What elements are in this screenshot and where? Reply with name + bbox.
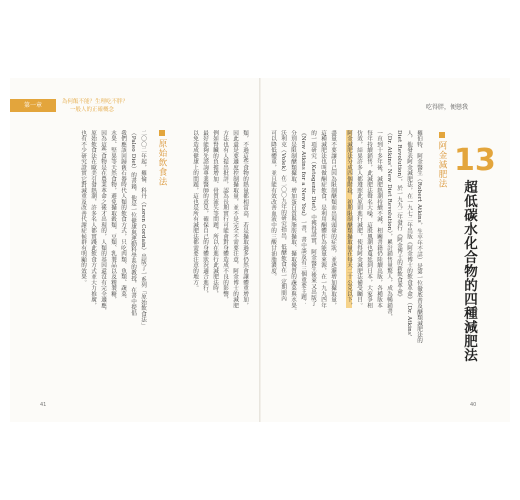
heading-marker [439,132,445,138]
text-line: 仿效，結果許多人都遵照此原則進行減肥，使得阿金減肥法備受矚目。 [356,130,362,309]
text-line: 原始飲食法在歐美引發熱潮，許多名人都實踐此飲食方式並大力推廣， [90,130,96,309]
text-line: 可以降低體重，並且能有效改善血液中的三酸甘油脂濃度。 [270,130,276,280]
text-line: Diet Revolution），於一九九二年發行《阿金博士的新飲食革命》 [396,130,402,301]
chapter-label: 第一章 [23,102,42,109]
text-line: 也有不少研究證實它對減重及改善代謝症候群有明顯的效果。 [80,130,86,286]
chapter-question-line1: 為何飯不能？生理吃不胖？ [62,99,129,105]
text-line: 人，他發表阿金減肥法，在一九七二年出版《阿金博士的飲食革命》（Dr. Atkins' [406,130,412,337]
highlight-text: 初期限制醣類攝取量在每天二十公克以下， [346,199,352,309]
text-line: 類，不過這些食物的熱量都相當高，若是攝取過多仍然會讓體重增加， [242,130,248,309]
section-title: 超低碳水化合物的四種減肥法 [461,180,477,362]
text-line: 羅伯特．阿金醫生（Robert Atkins，生卒年不詳）是第一位徹底普及醣類減肥法的 [416,130,422,344]
text-line: 分別是限制醣類攝取、增加蛋白質與脂肪攝取、攝取優質的蔬菜與水果。 [290,130,296,314]
text-line: 最好能夠先諮詢專業醫師的意見，確保自己的身體狀況適合進行， [202,130,208,297]
left-text-block-1 [170,130,250,388]
chapter-question-line2: 一般人的正確概念 [70,107,115,113]
running-head: 吃得胖，便戀我 [426,104,469,111]
right-text-block-2 [268,130,338,388]
text-line: 這種減肥法也叫做酮症飲食，是利用酮體作為能量來源，在一九九四年 [320,130,326,309]
text-line: 盡量不要讓自己因為限制醣類而出現頭暈的症狀，並逐漸增加攝取量， [330,130,336,309]
text-line: （Paleo Diet）的書籍，他是一位健康與運動科學系的教授，在書中提倡 [130,130,136,316]
text-line: 我們應該回歸舊石器時代人類的飲食方式，只吃肉類、魚類、蔬菜、 [120,130,126,303]
text-line: 因此還是要適度控制攝取量，並不是完全不需要注意，阿金博士的減肥 [232,130,238,309]
text-line: 一直到十多年後，減肥熱潮持續不減，相關書籍仍陸續出版，各種版本 [376,130,382,309]
heading-paleo: 原始飲食法 [156,130,168,187]
book-gutter [259,78,261,422]
text-line: 的一項研究（Ketogenic Diet）中獲得證實，阿金醫生後來又出版了 [310,130,316,307]
text-line: 二〇〇二年起，羅倫．科丹（Loren Cordain）出版了一系列「原始飲食法」 [140,130,146,329]
text-line: 方法也有人提出批評，認為長期實行可能會對身體造成不良的影響， [222,130,228,303]
page-number-left: 41 [40,402,47,408]
heading-atkins: 阿金減肥法 [436,132,448,189]
right-text-block-1 [340,130,424,388]
text-line: 《New Atkins for a New You》一書，書中談及有三個重要主題： [300,130,306,306]
section-number: 13 [454,143,496,178]
text-line: 每年持續銷售，此減肥法聲名大噪，這股風潮也蔓延到日本，大家爭相 [366,130,372,309]
heading-marker [159,130,165,136]
text-line: （Dr. Atkins' New Diet Revolution），累計銷售量驚人，成為暢銷書， [386,130,392,320]
text-line: 沃利克（Volek）在二〇〇九年的研究指出，低醣飲食在一定期間內 [280,130,286,302]
page-number-right: 40 [470,402,477,408]
text-line: 例如腎臟的負擔增加、骨質流失等問題，所以在進行此減肥法時， [212,130,218,297]
text-line: 因為這些食物是在農業革命之後才出現的，人類的基因還沒有完全適應， [100,130,106,314]
left-text-block-2 [48,130,148,388]
text-line: 以免造成健康上的問題，這也是所有減肥法都需要注意的地方。 [192,130,198,291]
text-line: 水果、堅果等天然食物，避免攝取穀類、豆類、乳製品以及精製糖， [110,130,116,303]
highlight-text: 阿金減肥法分成四個階段， [346,130,352,199]
